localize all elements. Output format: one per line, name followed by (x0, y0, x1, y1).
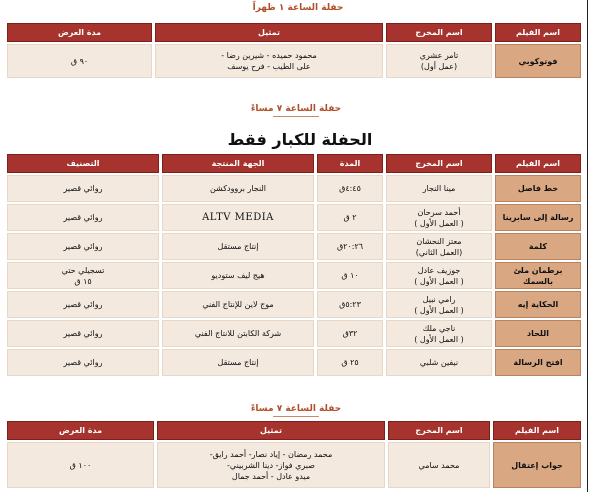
director-name-line: أحمد سرحان (417, 207, 461, 217)
adults-only-title: الحفلة للكبار فقط (227, 130, 373, 149)
duration-value: ١٠٠ ق (7, 442, 154, 488)
length-value (317, 175, 383, 202)
category-value-line: روائي قصير (63, 358, 103, 367)
header-director: اسم المخرج (386, 23, 492, 42)
header-film: اسم الفيلم (495, 23, 581, 42)
film-name-line: افتح الرسالة (513, 358, 563, 367)
table-header-row (7, 421, 581, 440)
film-name (495, 204, 581, 231)
film-name: جواب إعتقال (493, 442, 581, 488)
header-film: اسم الفيلم (495, 154, 581, 173)
film-name (495, 233, 581, 260)
page-border (587, 0, 588, 492)
cast-line: على الطيب - فرح يوسف (227, 62, 311, 71)
category-value-line: روائي قصير (63, 213, 103, 222)
length-value-line: ٢ ق (343, 213, 357, 222)
director-name-line: ( العمل الأول ) (414, 334, 464, 344)
director-name: تامر عشري (419, 51, 459, 60)
session-1pm-title: حفلة الساعة ١ ظهراً (252, 3, 344, 13)
table-row (7, 233, 581, 260)
director-name-line: ( العمل الأول ) (414, 305, 464, 315)
film-name (495, 175, 581, 202)
table-row (7, 175, 581, 202)
table-header-row (7, 154, 581, 173)
length-value (317, 233, 383, 260)
cast-line: محمد رمضان - إياد نصار- أحمد رايق- (209, 449, 333, 459)
director-name (386, 204, 492, 231)
cast-cell (157, 442, 385, 488)
producer-name-line: موج لاين للإنتاج الفني (202, 300, 274, 309)
producer-name (162, 291, 314, 318)
director-name (386, 175, 492, 202)
director-note: (عمل أول) (420, 62, 458, 71)
director-name-line: جوزيف عادل (417, 265, 461, 275)
length-value-line: ٥:٢٣ق (339, 300, 361, 309)
session-7pm-table (4, 152, 584, 378)
header-length: المدة (317, 154, 383, 173)
producer-name (162, 262, 314, 289)
film-name-line: الحكاية إيه (517, 300, 559, 309)
film-name (495, 291, 581, 318)
producer-name (162, 175, 314, 202)
director-name-line: (العمل الثاني) (415, 247, 463, 257)
category-value-line: روائي قصير (63, 184, 103, 193)
session-7pm-table-2 (4, 419, 584, 490)
cast-cell (155, 44, 383, 78)
director-name (386, 320, 492, 347)
header-director: اسم المخرج (386, 154, 492, 173)
cast-line: صبري فواز- دينا الشربيني- (227, 460, 315, 470)
cast-line: ميدو عادل - أحمد جمال (231, 471, 311, 481)
header-duration: مدة العرض (7, 421, 154, 440)
director-name-line: ( العمل الأول ) (414, 276, 464, 286)
producer-name-line: هيج ليف ستوديو (211, 271, 265, 280)
category-value (7, 262, 159, 289)
header-producer: الجهة المنتجة (162, 154, 314, 173)
director-cell (386, 44, 492, 78)
header-category: التصنيف (7, 154, 159, 173)
category-value (7, 349, 159, 376)
producer-name-line: ALTV MEDIA (202, 212, 274, 223)
film-name-line: كلمة (528, 242, 548, 251)
session-1pm-table (4, 21, 584, 80)
category-value (7, 204, 159, 231)
director-name-line: معتز النحشان (416, 236, 462, 246)
table-header-row (7, 23, 581, 42)
film-name (495, 349, 581, 376)
producer-name-line: إنتاج مستقل (217, 358, 259, 367)
film-name (495, 262, 581, 289)
length-value (317, 204, 383, 231)
film-name-line: اللحاد (527, 329, 549, 338)
director-name: محمد سامي (388, 442, 490, 488)
category-value (7, 320, 159, 347)
director-name-line: ( العمل الأول ) (414, 218, 464, 228)
producer-name-line: النجار بروودكشن (209, 184, 267, 193)
length-value-line: ١٠ ق (341, 271, 359, 280)
table-row (7, 204, 581, 231)
cast-line: محمود حميده - شيرين رضا - (221, 51, 317, 60)
director-name (386, 349, 492, 376)
duration-value: ٩٠ ق (7, 44, 152, 78)
session-7pm-title-2: حفلة الساعة ٧ مساءً (196, 404, 396, 417)
producer-name (162, 204, 314, 231)
category-value-line: روائي قصير (63, 242, 103, 251)
category-value (7, 175, 159, 202)
film-name: فوتوكوبي (495, 44, 581, 78)
table-row (7, 262, 581, 289)
header-duration: مدة العرض (7, 23, 152, 42)
table-row (7, 291, 581, 318)
category-value-line: روائي قصير (63, 329, 103, 338)
table-row (7, 442, 581, 488)
film-name-line: خط فاصل (517, 184, 559, 193)
film-name-line: رسالة إلى سابرينا (502, 213, 574, 222)
header-cast: تمثيل (157, 421, 385, 440)
header-cast: تمثيل (155, 23, 383, 42)
table-row (7, 349, 581, 376)
producer-name (162, 320, 314, 347)
producer-name-line: شركة الكابتن للانتاج الفني (194, 329, 282, 338)
table-row (7, 320, 581, 347)
film-name (495, 320, 581, 347)
category-value-line: تسجيلي حتي (61, 265, 105, 275)
director-name (386, 233, 492, 260)
length-value (317, 349, 383, 376)
length-value (317, 320, 383, 347)
producer-name-line: إنتاج مستقل (217, 242, 259, 251)
director-name (386, 291, 492, 318)
category-value-line: ١٥ ق (74, 276, 92, 286)
length-value-line: ٢٥ ق (341, 358, 359, 367)
length-value (317, 291, 383, 318)
category-value-line: روائي قصير (63, 300, 103, 309)
director-name-line: نيفين شلبي (419, 358, 459, 367)
length-value-line: ٤:٤٥ق (339, 184, 361, 193)
director-name-line: ناجي ملك (422, 323, 456, 333)
producer-name (162, 349, 314, 376)
category-value (7, 291, 159, 318)
header-director: اسم المخرج (388, 421, 490, 440)
length-value-line: ٢٠:٢٦ق (336, 242, 364, 251)
director-name (386, 262, 492, 289)
category-value (7, 233, 159, 260)
session-7pm-title: حفلة الساعة ٧ مساءً (196, 104, 396, 117)
producer-name (162, 233, 314, 260)
director-name-line: رامي نبيل (422, 294, 456, 304)
director-name-line: مينا النجار (422, 184, 456, 193)
header-film: اسم الفيلم (493, 421, 581, 440)
film-name-line: برطمان ملئ بالسمك (513, 265, 563, 286)
length-value (317, 262, 383, 289)
length-value-line: ٣٢ق (342, 329, 358, 338)
table-row (7, 44, 581, 78)
